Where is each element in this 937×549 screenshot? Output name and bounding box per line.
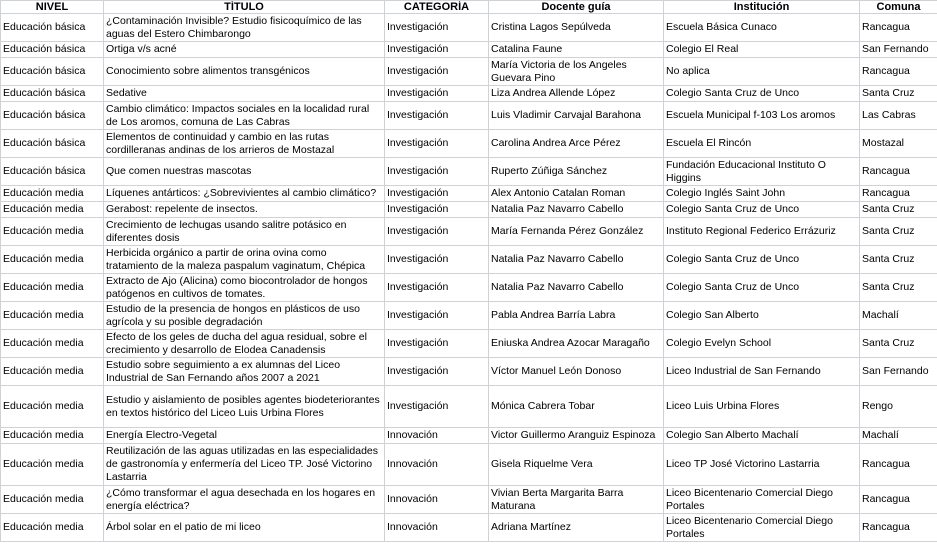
- header-institucion: Institución: [664, 1, 860, 14]
- cell-titulo: Crecimiento de lechugas usando salitre potásico en diferentes dosis: [104, 218, 385, 246]
- table-row: [1, 218, 937, 246]
- cell-docente: Luis Vladimir Carvajal Barahona: [489, 102, 664, 130]
- header-comuna: Comuna: [860, 1, 937, 14]
- cell-categoria: Investigación: [385, 218, 489, 246]
- cell-titulo: Líquenes antárticos: ¿Sobrevivientes al cambio climático?: [104, 186, 385, 202]
- cell-titulo: Ortiga v/s acné: [104, 42, 385, 58]
- cell-categoria: Investigación: [385, 58, 489, 86]
- cell-nivel: Educación media: [1, 428, 104, 444]
- cell-comuna: Santa Cruz: [860, 246, 937, 274]
- cell-docente: Mónica Cabrera Tobar: [489, 386, 664, 428]
- cell-institucion: Liceo Bicentenario Comercial Diego Portales: [664, 486, 860, 514]
- cell-nivel: Educación media: [1, 246, 104, 274]
- cell-docente: Vivian Berta Margarita Barra Maturana: [489, 486, 664, 514]
- cell-nivel: Educación básica: [1, 86, 104, 102]
- table-row: [1, 358, 937, 386]
- cell-comuna: Rengo: [860, 386, 937, 428]
- cell-institucion: Fundación Educacional Instituto O Higgins: [664, 158, 860, 186]
- cell-categoria: Investigación: [385, 246, 489, 274]
- cell-titulo: Sedative: [104, 86, 385, 102]
- cell-docente: María Fernanda Pérez González: [489, 218, 664, 246]
- cell-institucion: Liceo Industrial de San Fernando: [664, 358, 860, 386]
- cell-nivel: Educación básica: [1, 42, 104, 58]
- cell-comuna: Rancagua: [860, 486, 937, 514]
- cell-institucion: Colegio Evelyn School: [664, 330, 860, 358]
- cell-comuna: Santa Cruz: [860, 330, 937, 358]
- cell-categoria: Investigación: [385, 130, 489, 158]
- cell-nivel: Educación media: [1, 202, 104, 218]
- table-row: [1, 102, 937, 130]
- cell-nivel: Educación media: [1, 274, 104, 302]
- cell-nivel: Educación media: [1, 514, 104, 542]
- cell-institucion: Colegio San Alberto Machalí: [664, 428, 860, 444]
- cell-docente: Victor Guillermo Aranguiz Espinoza: [489, 428, 664, 444]
- header-nivel: NIVEL: [1, 1, 104, 14]
- cell-docente: Eniuska Andrea Azocar Maragaño: [489, 330, 664, 358]
- cell-categoria: Investigación: [385, 302, 489, 330]
- cell-titulo: Que comen nuestras mascotas: [104, 158, 385, 186]
- cell-titulo: ¿Cómo transformar el agua desechada en los hogares en energía eléctrica?: [104, 486, 385, 514]
- table-row: [1, 386, 937, 428]
- cell-docente: Víctor Manuel León Donoso: [489, 358, 664, 386]
- cell-titulo: Reutilización de las aguas utilizadas en las especialidades de gastronomía y enfermería del Liceo TP. José Victorino Lastarria: [104, 444, 385, 486]
- cell-nivel: Educación media: [1, 386, 104, 428]
- cell-comuna: Machalí: [860, 302, 937, 330]
- cell-titulo: Cambio climático: Impactos sociales en la localidad rural de Los aromos, comuna de Las Cabras: [104, 102, 385, 130]
- cell-categoria: Investigación: [385, 358, 489, 386]
- table-row: [1, 444, 937, 486]
- cell-docente: Catalina Faune: [489, 42, 664, 58]
- cell-comuna: Rancagua: [860, 14, 937, 42]
- cell-categoria: Investigación: [385, 386, 489, 428]
- cell-docente: Natalia Paz Navarro Cabello: [489, 202, 664, 218]
- cell-institucion: Liceo Luis Urbina Flores: [664, 386, 860, 428]
- header-titulo: TÍTULO: [104, 1, 385, 14]
- cell-institucion: Liceo Bicentenario Comercial Diego Portales: [664, 514, 860, 542]
- cell-titulo: Extracto de Ajo (Alicina) como biocontrolador de hongos patógenos en cultivos de tomates.: [104, 274, 385, 302]
- header-row: [1, 1, 937, 14]
- table-row: [1, 130, 937, 158]
- cell-categoria: Investigación: [385, 186, 489, 202]
- cell-categoria: Innovación: [385, 444, 489, 486]
- cell-categoria: Innovación: [385, 514, 489, 542]
- cell-titulo: Efecto de los geles de ducha del agua residual, sobre el crecimiento y desarrollo de Elodea Canadensis: [104, 330, 385, 358]
- cell-institucion: Colegio El Real: [664, 42, 860, 58]
- cell-institucion: Escuela Municipal f-103 Los aromos: [664, 102, 860, 130]
- cell-comuna: Santa Cruz: [860, 274, 937, 302]
- header-categoria: CATEGORÍA: [385, 1, 489, 14]
- cell-titulo: Conocimiento sobre alimentos transgénicos: [104, 58, 385, 86]
- table-row: [1, 186, 937, 202]
- cell-titulo: Herbicida orgánico a partir de orina ovina como tratamiento de la maleza paspalum vaginatum, Chépica: [104, 246, 385, 274]
- cell-categoria: Innovación: [385, 486, 489, 514]
- table-row: [1, 302, 937, 330]
- cell-comuna: Machalí: [860, 428, 937, 444]
- cell-comuna: Santa Cruz: [860, 202, 937, 218]
- cell-titulo: ¿Contaminación Invisible? Estudio fisicoquímico de las aguas del Estero Chimbarongo: [104, 14, 385, 42]
- table-row: [1, 42, 937, 58]
- cell-nivel: Educación media: [1, 330, 104, 358]
- table-row: [1, 14, 937, 42]
- cell-comuna: Rancagua: [860, 444, 937, 486]
- cell-docente: Ruperto Zúñiga Sánchez: [489, 158, 664, 186]
- cell-categoria: Investigación: [385, 86, 489, 102]
- cell-docente: Adriana Martínez: [489, 514, 664, 542]
- table-row: [1, 86, 937, 102]
- cell-nivel: Educación media: [1, 186, 104, 202]
- cell-comuna: Mostazal: [860, 130, 937, 158]
- cell-institucion: Escuela Básica Cunaco: [664, 14, 860, 42]
- cell-comuna: San Fernando: [860, 358, 937, 386]
- cell-categoria: Investigación: [385, 102, 489, 130]
- cell-comuna: Las Cabras: [860, 102, 937, 130]
- cell-institucion: Colegio San Alberto: [664, 302, 860, 330]
- header-docente: Docente guía: [489, 1, 664, 14]
- cell-nivel: Educación media: [1, 218, 104, 246]
- cell-nivel: Educación media: [1, 358, 104, 386]
- table-row: [1, 58, 937, 86]
- table-row: [1, 246, 937, 274]
- cell-institucion: Instituto Regional Federico Errázuriz: [664, 218, 860, 246]
- cell-nivel: Educación básica: [1, 102, 104, 130]
- cell-institucion: Escuela El Rincón: [664, 130, 860, 158]
- table-row: [1, 158, 937, 186]
- table-row: [1, 330, 937, 358]
- cell-docente: Natalia Paz Navarro Cabello: [489, 246, 664, 274]
- cell-categoria: Investigación: [385, 14, 489, 42]
- cell-docente: Liza Andrea Allende López: [489, 86, 664, 102]
- cell-categoria: Innovación: [385, 428, 489, 444]
- table-row: [1, 274, 937, 302]
- cell-comuna: Santa Cruz: [860, 86, 937, 102]
- cell-titulo: Estudio de la presencia de hongos en plásticos de uso agrícola y su posible degradación: [104, 302, 385, 330]
- cell-nivel: Educación básica: [1, 158, 104, 186]
- cell-categoria: Investigación: [385, 274, 489, 302]
- cell-titulo: Estudio sobre seguimiento a ex alumnas del Liceo Industrial de San Fernando años 2007 a 2021: [104, 358, 385, 386]
- cell-institucion: Colegio Santa Cruz de Unco: [664, 86, 860, 102]
- cell-docente: Alex Antonio Catalan Roman: [489, 186, 664, 202]
- cell-comuna: Santa Cruz: [860, 218, 937, 246]
- cell-nivel: Educación básica: [1, 14, 104, 42]
- cell-titulo: Árbol solar en el patio de mi liceo: [104, 514, 385, 542]
- cell-nivel: Educación media: [1, 486, 104, 514]
- cell-categoria: Investigación: [385, 42, 489, 58]
- cell-docente: María Victoria de los Angeles Guevara Pino: [489, 58, 664, 86]
- cell-institucion: Colegio Santa Cruz de Unco: [664, 274, 860, 302]
- cell-institucion: Colegio Inglés Saint John: [664, 186, 860, 202]
- cell-comuna: Rancagua: [860, 58, 937, 86]
- cell-comuna: Rancagua: [860, 186, 937, 202]
- cell-categoria: Investigación: [385, 158, 489, 186]
- cell-nivel: Educación media: [1, 302, 104, 330]
- cell-institucion: Liceo TP José Victorino Lastarria: [664, 444, 860, 486]
- cell-comuna: San Fernando: [860, 42, 937, 58]
- cell-comuna: Rancagua: [860, 158, 937, 186]
- cell-institucion: No aplica: [664, 58, 860, 86]
- cell-nivel: Educación media: [1, 444, 104, 486]
- cell-nivel: Educación básica: [1, 58, 104, 86]
- table-row: [1, 486, 937, 514]
- cell-titulo: Gerabost: repelente de insectos.: [104, 202, 385, 218]
- table-row: [1, 514, 937, 542]
- cell-titulo: Energía Electro-Vegetal: [104, 428, 385, 444]
- cell-titulo: Elementos de continuidad y cambio en las rutas cordilleranas andinas de los arrieros de Mostazal: [104, 130, 385, 158]
- cell-categoria: Investigación: [385, 202, 489, 218]
- cell-docente: Carolina Andrea Arce Pérez: [489, 130, 664, 158]
- cell-titulo: Estudio y aislamiento de posibles agentes biodeteriorantes en textos histórico del Liceo Luis Urbina Flores: [104, 386, 385, 428]
- cell-docente: Cristina Lagos Sepúlveda: [489, 14, 664, 42]
- cell-categoria: Investigación: [385, 330, 489, 358]
- cell-institucion: Colegio Santa Cruz de Unco: [664, 246, 860, 274]
- table-row: [1, 202, 937, 218]
- cell-docente: Gisela Riquelme Vera: [489, 444, 664, 486]
- cell-comuna: Rancagua: [860, 514, 937, 542]
- cell-docente: Pabla Andrea Barría Labra: [489, 302, 664, 330]
- cell-nivel: Educación básica: [1, 130, 104, 158]
- table-row: [1, 428, 937, 444]
- cell-institucion: Colegio Santa Cruz de Unco: [664, 202, 860, 218]
- cell-docente: Natalia Paz Navarro Cabello: [489, 274, 664, 302]
